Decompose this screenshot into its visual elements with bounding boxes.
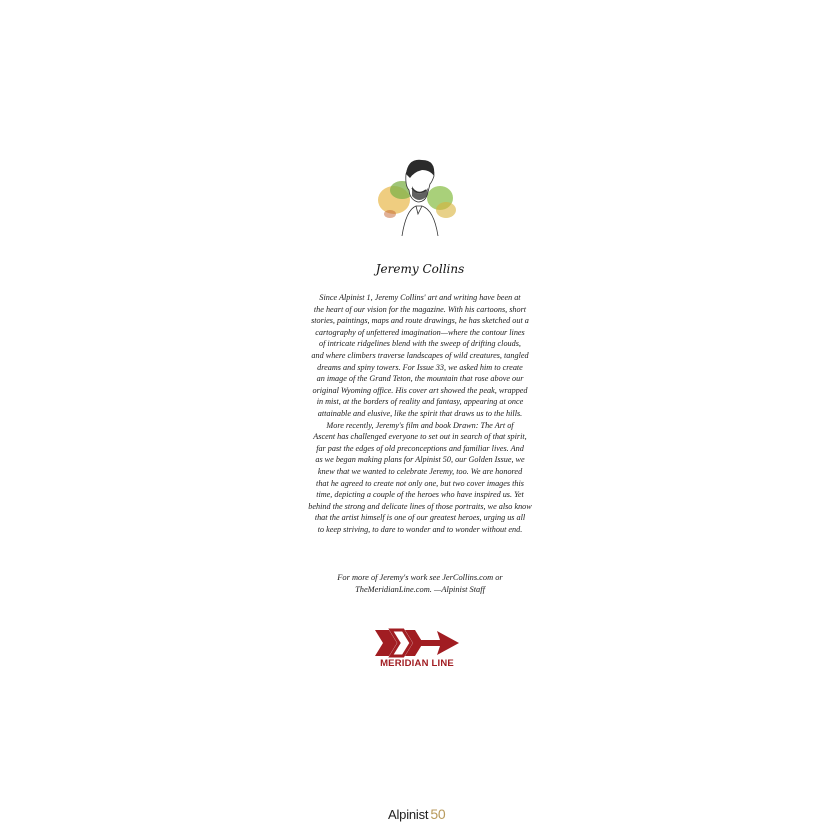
meridian-line-logo [367,628,467,672]
bio-line: time, depicting a couple of the heroes who have inspired us. Yet [316,490,524,500]
bio-text [290,292,550,535]
bio-line: stories, paintings, maps and route drawings, he has sketched out a [311,316,529,326]
bio-line: of intricate ridgelines blend with the sweep of drifting clouds, [319,339,521,349]
bio-line: that the artist himself is one of our greatest heroes, urging us all [314,513,526,523]
bio-line: behind the strong and delicate lines of those portraits, we also know [308,501,532,511]
bio-line: Since Alpinist 1, Jeremy Collins' art and writing have been at [319,293,521,302]
credit-line: For more of Jeremy's work see JerCollins.com or [337,573,503,582]
portrait-illustration [372,152,462,238]
bio-line: to keep striving, to dare to wonder and to wonder without end. [317,524,523,534]
bio-line: More recently, Jeremy's film and book Drawn: The Art of [326,420,514,430]
bio-line: Ascent has challenged everyone to set out in search of that spirit, [313,432,527,442]
bio-line: far past the edges of old preconceptions and familiar lives. And [316,443,524,453]
credit-text [300,572,540,595]
bio-line: attainable and elusive, like the spirit that draws us to the hills. [317,408,523,418]
bio-line: cartography of unfettered imagination—where the contour lines [315,327,525,337]
credit-line: TheMeridianLine.com. —Alpinist Staff [355,584,485,594]
issue-number: 50 [430,806,446,822]
bio-line: the heart of our vision for the magazine. With his cartoons, short [313,304,527,314]
bio-line: that he agreed to create not only one, but two cover images this [316,478,524,488]
bio-line: an image of the Grand Teton, the mountain that rose above our [316,374,524,384]
arrow-icon [367,628,467,658]
profile-name: Jeremy Collins [375,262,465,276]
logo-text: MERIDIAN LINE [380,658,454,669]
magazine-name: Alpinist [388,807,429,822]
bio-line: and where climbers traverse landscapes of wild creatures, tangled [311,350,529,360]
bio-line: original Wyoming office. His cover art showed the peak, wrapped [312,385,528,395]
bio-line: dreams and spiny towers. For Issue 33, we asked him to create [317,362,523,372]
bio-line: in mist, at the borders of reality and fantasy, appearing at once [316,397,524,407]
page-footer [388,806,446,822]
bio-line: as we began making plans for Alpinist 50, our Golden Issue, we [315,455,525,465]
bio-line: knew that we wanted to celebrate Jeremy, too. We are honored [317,466,523,476]
